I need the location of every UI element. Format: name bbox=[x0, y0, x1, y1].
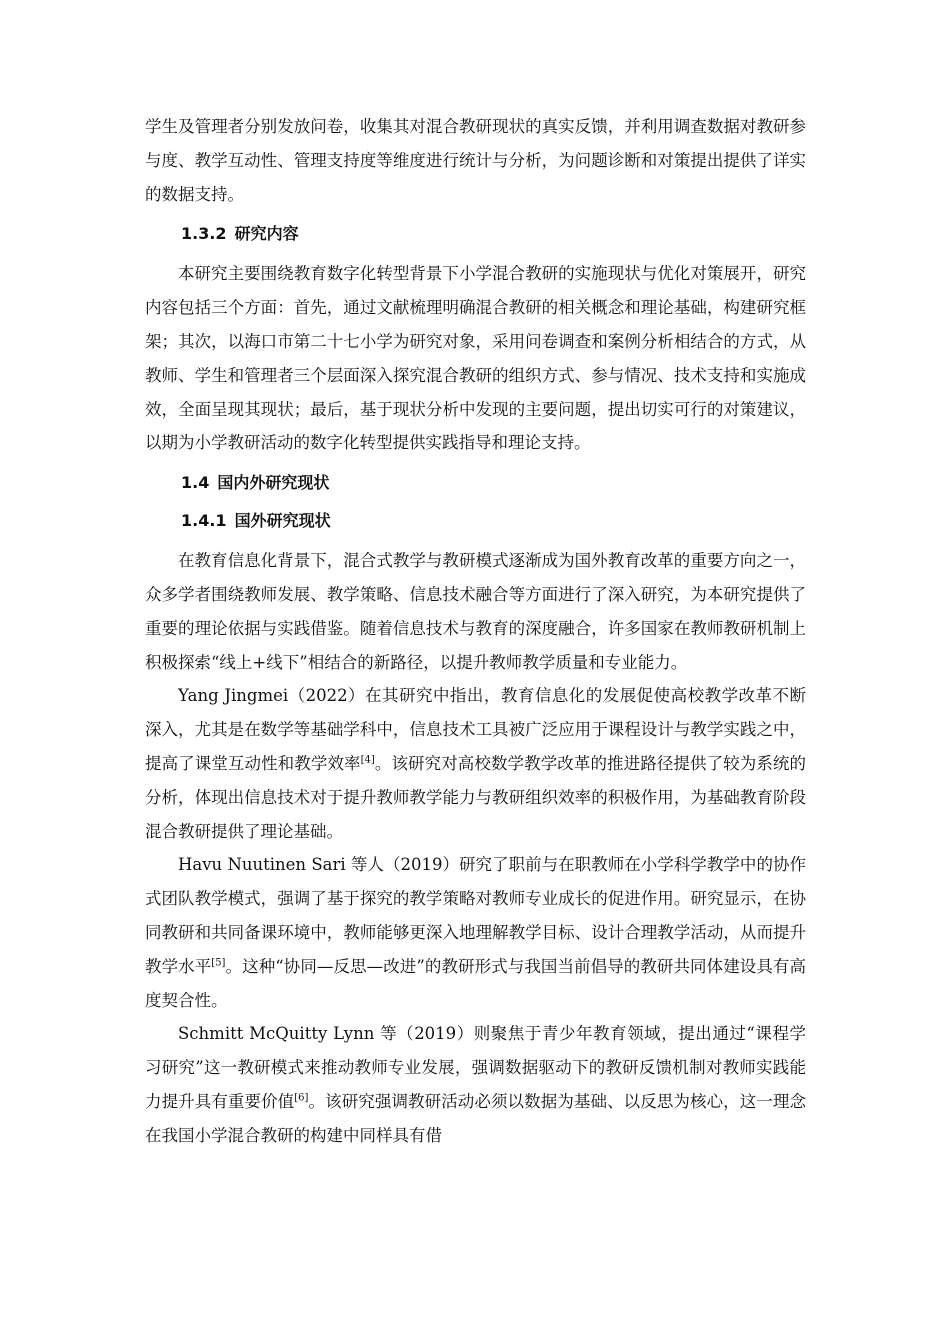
paragraph-foreign-overview bbox=[145, 544, 806, 679]
paragraph-text-after-ref: 。这种“协同—反思—改进”的教研形式与我国当前倡导的教研共同体建设具有高度契合性。 bbox=[145, 956, 806, 1010]
paragraph-text-after-ref: 。该研究对高校数学教学改革的推进路径提供了较为系统的分析，体现出信息技术对于提升教师教学能力与教研组织效率的积极作用，为基础教育阶段混合教研提供了理论基础。 bbox=[145, 753, 807, 841]
paragraph-text: 在教育信息化背景下，混合式教学与教研模式逐渐成为国外教育改革的重要方向之一，众多学者围绕教师发展、教学策略、信息技术融合等方面进行了深入研究，为本研究提供了重要的理论依据与实践借鉴。随着信息技术与教育的深度融合，许多国家在教师教研机制上积极探索“线上+线下”相结合的新路径，以提升教师教学质量和专业能力。 bbox=[145, 551, 806, 672]
paragraph-text: 本研究主要围绕教育数字化转型背景下小学混合教研的实施现状与优化对策展开，研究内容包括三个方面：首先，通过文献梳理明确混合教研的相关概念和理论基础，构建研究框架；其次，以海口市第二十七小学为研究对象，采用问卷调查和案例分析相结合的方式，从教师、学生和管理者三个层面深入探究混合教研的组织方式、参与情况、技术支持和实施成效，全面呈现其现状；最后，基于现状分析中发现的主要问题，提出切实可行的对策建议，以期为小学教研活动的数字化转型提供实践指导和理论支持。 bbox=[145, 264, 806, 453]
section-title: 国外研究现状 bbox=[234, 511, 331, 531]
paragraph-text-after-ref: 。该研究强调教研活动必须以数据为基础、以反思为核心，这一理念在我国小学混合教研的构建中同样具有借 bbox=[145, 1091, 807, 1145]
citation-ref: [6] bbox=[294, 1092, 309, 1104]
paragraph-havu-nuutinen bbox=[145, 848, 806, 1017]
paragraph-text-before-ref: Havu Nuutinen Sari 等人（2019）研究了职前与在职教师在小学科学教学中的协作式团队教学模式，强调了基于探究的教学策略对教师专业成长的促进作用。研究显示，在协同教研和共同备课环境中，教师能够更深入地理解教学目标、设计合理教学活动，从而提升教学水平 bbox=[145, 855, 806, 976]
citation-ref: [5] bbox=[211, 957, 226, 969]
paragraph-research-content bbox=[145, 257, 806, 460]
paragraph-text: 学生及管理者分别发放问卷，收集其对混合教研现状的真实反馈，并利用调查数据对教研参与度、教学互动性、管理支持度等维度进行统计与分析，为问题诊断和对策提出提供了详实的数据支持。 bbox=[145, 117, 806, 204]
section-heading-1-4 bbox=[145, 468, 806, 498]
section-number: 1.4 bbox=[181, 473, 210, 493]
section-number: 1.4.1 bbox=[181, 511, 227, 531]
page-body bbox=[145, 110, 806, 1153]
paragraph-text-before-ref: Yang Jingmei（2022）在其研究中指出，教育信息化的发展促使高校教学改革不断深入，尤其是在数学等基础学科中，信息技术工具被广泛应用于课程设计与教学实践之中，提高了课堂互动性和教学效率 bbox=[145, 686, 806, 773]
paragraph-yang-jingmei bbox=[145, 679, 806, 848]
section-title: 国内外研究现状 bbox=[217, 473, 330, 493]
section-number: 1.3.2 bbox=[181, 224, 227, 244]
section-heading-1-3-2 bbox=[145, 219, 806, 249]
paragraph-text-before-ref: Schmitt McQuitty Lynn 等（2019）则聚焦于青少年教育领域，提出通过“课程学习研究”这一教研模式来推动教师专业发展，强调数据驱动下的教研反馈机制对教师实践能力提升具有重要价值 bbox=[145, 1024, 806, 1111]
section-heading-1-4-1 bbox=[145, 506, 806, 536]
paragraph-survey-method bbox=[145, 110, 806, 211]
section-title: 研究内容 bbox=[234, 224, 299, 244]
citation-ref: [4] bbox=[360, 754, 375, 766]
paragraph-schmitt-mcquitty bbox=[145, 1017, 806, 1152]
